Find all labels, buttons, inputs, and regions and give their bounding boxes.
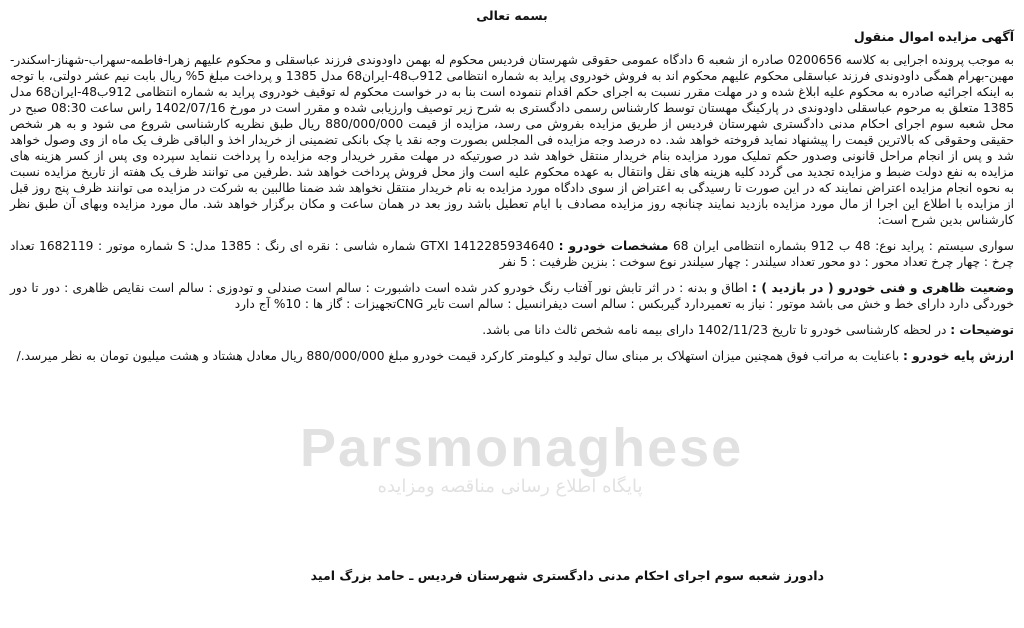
- watermark-caption: پایگاه اطلاع رسانی مناقصه ومزایده: [377, 476, 643, 497]
- vehicle-condition-text: اطاق و بدنه : در اثر تابش نور آفتاب رنگ خودرو کدر شده است داشبورت : سالم است صندلی و تودوزی : سالم است نقایص ظاهری : دور تا دور خوردگی دارد دارای خط و خش می باشد موتور : نیاز به تعمیردارد گیربکس : سالم است دیفرانسیل : سالم است تایر CNGتجهیزات : گاز ها : 10% آج دارد: [10, 281, 1014, 311]
- notes-text: در لحظه کارشناسی خودرو تا تاریخ 1402/11/23 دارای بیمه نامه شخص ثالث دانا می باشد.: [482, 323, 947, 337]
- vehicle-specs-label: مشخصات خودرو :: [558, 239, 669, 253]
- watermark-logo: Parsmonaghese: [300, 418, 744, 478]
- vehicle-specs: [10, 238, 1014, 270]
- notice-content: [10, 8, 1014, 364]
- base-value-label: ارزش پایه خودرو :: [902, 349, 1014, 363]
- vehicle-condition: [10, 280, 1014, 312]
- vehicle-condition-label: وضعیت ظاهری و فنی خودرو ( در بازدید ) :: [751, 281, 1015, 295]
- notice-body: به موجب پرونده اجرایی به کلاسه 0200656 صادره از شعبه 6 دادگاه عمومی حقوقی شهرستان فردیس محکوم له بهمن داودوندی فرزند عباسقلی و محکوم علیهم زهرا-فاطمه-سهراب-شهناز-اسکندر-مهین-بهرام همگی داودوندی فرزند عباسقلی محکوم علیهم محکوم اند به فروش خودروی پراید به شماره انتظامی 912ب48-ایران68 مدل 1385 و پرداخت مبلغ 5% ریال بابت نیم عشر دولتی، با توجه به اینکه اجرائیه صادره به محکوم علیه ابلاغ شده و در مهلت مقرر نسبت به اجرای حکم اقدام ننموده است بنا به در خواست محکوم له توقیف خودروی پراید به شماره انتظامی 912ب48-ایران68 مدل 1385 متعلق به مرحوم عباسقلی داودوندی در پارکینگ مهستان توسط کارشناس رسمی دادگستری به شرح زیر توصیف وارزیابی شده و مقرر است در مورخ 1402/07/16 راس ساعت 08:30 صبح در محل شعبه سوم اجرای احکام مدنی دادگستری شهرستان فردیس از طریق مزایده بفروش می رسد، مزایده از قیمت 880/000/000 ریال طبق نظریه کارشناسی شروع می شود و به هر شخص حقیقی وحقوقی که بالاترین قیمت را پیشنهاد نماید فروخته خواهد شد. ده درصد وجه مزایده فی المجلس بصورت وجه نقد یا چک بانکی تضمینی از خریدار اخذ و الباقی ظرف یک ماه از وی وصول خواهد شد و پس از انجام مراحل قانونی وصدور حکم تملیک مورد مزایده بنام خریدار منتقل خواهد شد در صورتیکه در مهلت مقرر خریدار وجه مزایده را پرداخت ننماید سپرده وی پس از کسر هزینه های مزایده به نفع دولت ضبط و مزایده تجدید می گردد کلیه هزینه های نقل وانتقال به عهده محکوم علیه است واز محل فروش پرداخت خواهد شد .طرفین می توانند ظرف یک هفته از تاریخ مزایده نسبت به نحوه انجام مزایده اعتراض نمایند که در این صورت تا رسیدگی به اعتراض از سوی دادگاه مورد مزایده به نام خریدار منتقل نخواهد شد ضمنا طالبین به شرکت در مزایده می توانند ظرف پنج روز قبل از مزایده با اطلاع این اجرا از مال مورد مزایده بازدید نمایند چنانچه روز مزایده مصادف با ایام تعطیل باشد روز بعد در همان ساعت و مکان برگزار خواهد شد. مال مورد مزایده وبهای آن طبق نظر کارشناس بدین شرح است:: [10, 53, 1015, 227]
- base-value-text: باعنایت به مراتب فوق همچنین میزان استهلاک بر مبنای سال تولید و کیلومتر کارکرد قیمت خودرو مبلغ 880/000/000 ریال معادل هشتاد و هشت میلیون تومان به نظر میرسد./: [16, 349, 900, 363]
- signature-line: دادورز شعبه سوم اجرای احکام مدنی دادگستری شهرستان فردیس ـ حامد بزرگ امید: [310, 568, 824, 583]
- notice-title: آگهی مزایده اموال منقول: [853, 29, 1014, 44]
- base-value: [10, 348, 1014, 364]
- vehicle-specs-text-before: سواری سیستم : پراید نوع: 48 ب 912 بشماره انتظامی ایران 68: [673, 239, 1015, 253]
- watermark: [300, 418, 744, 498]
- vehicle-specs-text-after: GTXI 1412285934640 شماره شاسی : نقره ای رنگ : 1385 مدل: S شماره موتور : 1682119 تعداد چرخ : چهار چرخ تعداد محور : دو محور تعداد سیلندر : چهار سیلندر نوع سوخت : بنزین ظرفیت : 5 نفر: [10, 239, 1014, 269]
- notes: [10, 322, 1014, 338]
- notes-label: توضیحات :: [950, 323, 1014, 337]
- page-heading: بسمه تعالی: [476, 8, 548, 23]
